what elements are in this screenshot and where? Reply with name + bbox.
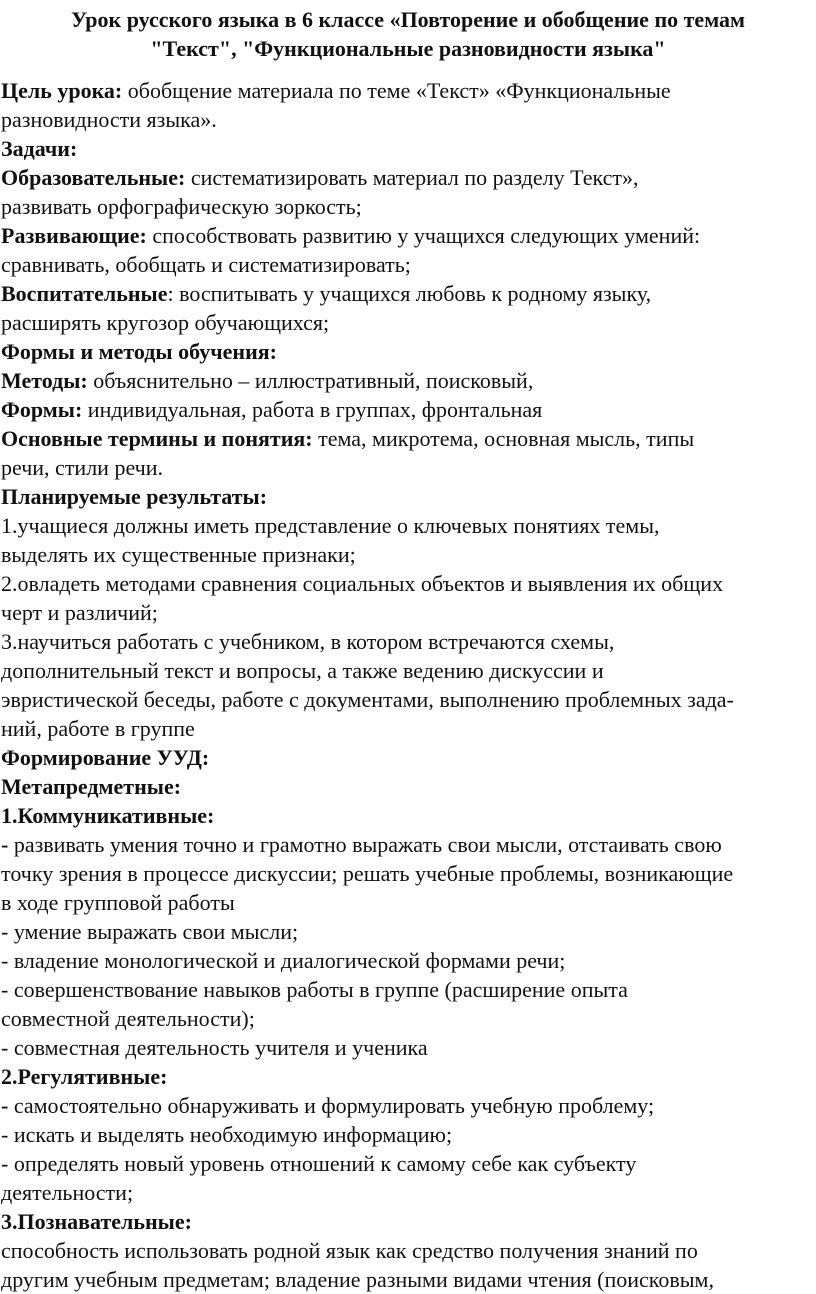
developing-text-1: способствовать развитию у учащихся следующих умений: [146, 223, 701, 248]
results-heading: Планируемые результаты: [1, 484, 268, 509]
cognitive-line: способность использовать родной язык как средство получения знаний по [1, 1238, 698, 1263]
goal-text-1: обобщение материала по теме «Текст» «Функциональные [122, 78, 671, 103]
tasks-heading: Задачи: [1, 136, 78, 161]
methods-label: Методы: [1, 368, 88, 393]
regulative-text-1: самостоятельно обнаруживать и формулировать учебную проблему; [8, 1093, 655, 1118]
upbringing-text-1: : воспитывать у учащихся любовь к родному языку, [167, 281, 652, 306]
terms-text-1: тема, микротема, основная мысль, типы [312, 426, 695, 451]
lesson-plan-body [1, 76, 813, 1294]
goal-line-2: разновидности языка». [1, 107, 217, 132]
forms-text: индивидуальная, работа в группах, фронтальная [82, 397, 543, 422]
methods-text: объяснительно – иллюстративный, поисковый, [87, 368, 534, 393]
upbringing-line-1 [1, 279, 813, 308]
results-line: 2.овладеть методами сравнения социальных объектов и выявления их общих [1, 571, 724, 596]
lesson-title-line-2: "Текст", "Функциональные разновидности языка" [150, 36, 666, 61]
regulative-dash: - [1, 1093, 9, 1118]
goal-label: Цель урока: [1, 78, 123, 103]
results-line: выделять их существенные признаки; [1, 542, 356, 567]
communicative-line: точку зрения в процессе дискуссии; решать учебные проблемы, возникающие [1, 861, 734, 886]
regulative-line: - определять новый уровень отношений к самому себе как субъекту [1, 1151, 637, 1176]
terms-line-1 [1, 424, 813, 453]
results-line: 3.научиться работать с учебником, в котором встречаются схемы, [1, 629, 615, 654]
communicative-dash: - [1, 832, 9, 857]
educational-label: Образовательные: [1, 165, 186, 190]
upbringing-label: Воспитательные [1, 281, 168, 306]
educational-line-2: развивать орфографическую зоркость; [1, 194, 362, 219]
communicative-line: - владение монологической и диалогической формами речи; [1, 948, 566, 973]
methods-line [1, 366, 813, 395]
results-line: дополнительный текст и вопросы, а также ведению дискуссии и [1, 658, 604, 683]
communicative-heading: 1.Коммуникативные: [1, 803, 215, 828]
communicative-text-1: развивать умения точно и грамотно выражать свои мысли, отстаивать свою [8, 832, 722, 857]
developing-line-1 [1, 221, 813, 250]
regulative-heading: 2.Регулятивные: [1, 1064, 168, 1089]
communicative-line: в ходе групповой работы [1, 890, 235, 915]
uud-heading: Формирование УУД: [1, 745, 210, 770]
communicative-line-1 [1, 830, 813, 859]
results-line: черт и различий; [1, 600, 158, 625]
communicative-line: совместной деятельности); [1, 1006, 255, 1031]
metasubject-heading: Метапредметные: [1, 774, 182, 799]
educational-line-1 [1, 163, 813, 192]
upbringing-line-2: расширять кругозор обучающихся; [1, 310, 330, 335]
regulative-line: деятельности; [1, 1180, 134, 1205]
results-line: ний, работе в группе [1, 716, 195, 741]
communicative-line: - совместная деятельность учителя и ученика [1, 1035, 428, 1060]
educational-text-1: систематизировать материал по разделу Текст», [185, 165, 639, 190]
communicative-line: - умение выражать свои мысли; [1, 919, 299, 944]
developing-line-2: сравнивать, обобщать и систематизировать; [1, 252, 411, 277]
regulative-line: - искать и выделять необходимую информацию; [1, 1122, 453, 1147]
forms-methods-heading: Формы и методы обучения: [1, 339, 277, 364]
goal-line-1 [1, 76, 813, 105]
cognitive-heading: 3.Познавательные: [1, 1209, 192, 1234]
lesson-title [0, 5, 816, 63]
results-line: 1.учащиеся должны иметь представление о ключевых понятиях темы, [1, 513, 660, 538]
communicative-line: - совершенствование навыков работы в группе (расширение опыта [1, 977, 628, 1002]
terms-label: Основные термины и понятия: [1, 426, 313, 451]
lesson-title-line-1: Урок русского языка в 6 классе «Повторение и обобщение по темам [70, 7, 746, 32]
cognitive-line: другим учебным предметам; владение разными видами чтения (поисковым, [1, 1267, 714, 1292]
forms-label: Формы: [1, 397, 83, 422]
developing-label: Развивающие: [1, 223, 147, 248]
forms-line [1, 395, 813, 424]
results-line: эвристической беседы, работе с документами, выполнению проблемных зада- [1, 687, 734, 712]
terms-line-2: речи, стили речи. [1, 455, 164, 480]
regulative-line-1 [1, 1091, 813, 1120]
